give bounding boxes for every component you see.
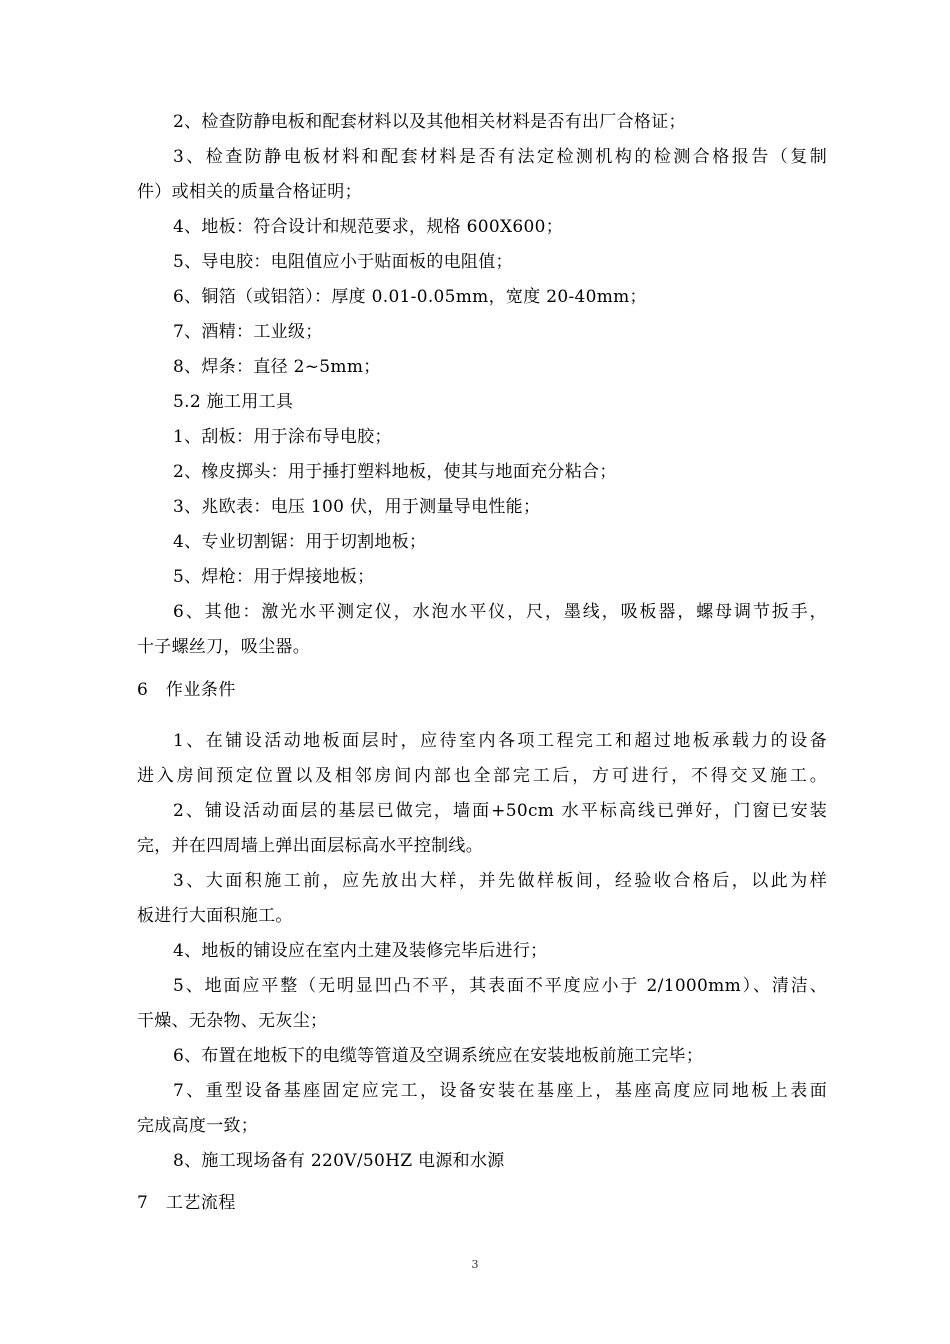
text-line: 2、检查防静电板和配套材料以及其他相关材料是否有出厂合格证； [173, 112, 686, 132]
text-line: 进入房间预定位置以及相邻房间内部也全部完工后，方可进行，不得交叉施工。 [137, 766, 827, 786]
text-line: 4、地板的铺设应在室内土建及装修完毕后进行； [173, 941, 548, 961]
text-line: 5、焊枪：用于焊接地板； [173, 567, 375, 587]
text-line: 十子螺丝刀，吸尘器。 [137, 637, 310, 657]
section-heading: 6 作业条件 [137, 680, 236, 700]
text-line: 板进行大面积施工。 [137, 906, 293, 926]
text-line: 6、布置在地板下的电缆等管道及空调系统应在安装地板前施工完毕； [173, 1046, 704, 1066]
text-line: 4、专业切割锯：用于切割地板； [173, 532, 427, 552]
text-line: 7、酒精：工业级； [173, 322, 323, 342]
text-line: 6、其他：激光水平测定仪，水泡水平仪，尺，墨线，吸板器，螺母调节扳手， [173, 602, 827, 622]
text-line: 完成高度一致； [137, 1116, 259, 1136]
text-line: 4、地板：符合设计和规范要求，规格 600X600； [173, 217, 564, 237]
section-heading: 7 工艺流程 [137, 1193, 236, 1213]
text-line: 6、铜箔（或铝箔）：厚度 0.01-0.05mm，宽度 20-40mm； [173, 287, 647, 307]
text-line: 5、地面应平整（无明显凹凸不平，其表面不平度应小于 2/1000mm）、清洁、 [173, 976, 827, 996]
page-number: 3 [471, 1258, 479, 1271]
text-line: 3、大面积施工前，应先放出大样，并先做样板间，经验收合格后，以此为样 [173, 871, 827, 891]
text-line: 5、导电胶：电阻值应小于贴面板的电阻值； [173, 252, 513, 272]
text-line: 2、橡皮掷头：用于捶打塑料地板，使其与地面充分粘合； [173, 462, 617, 482]
text-line: 1、在铺设活动地板面层时，应待室内各项工程完工和超过地板承载力的设备 [173, 731, 827, 751]
text-line: 8、施工现场备有 220V/50HZ 电源和水源 [173, 1151, 505, 1171]
subsection-heading: 5.2 施工用工具 [173, 392, 294, 412]
text-line: 1、刮板：用于涂布导电胶； [173, 427, 392, 447]
text-line: 件）或相关的质量合格证明； [137, 182, 362, 202]
text-line: 2、铺设活动面层的基层已做完，墙面+50cm 水平标高线已弹好，门窗已安装 [173, 801, 827, 821]
text-line: 7、重型设备基座固定应完工，设备安装在基座上，基座高度应同地板上表面 [173, 1081, 827, 1101]
text-line: 3、兆欧表：电压 100 伏，用于测量导电性能； [173, 497, 541, 517]
text-line: 3、检查防静电板材料和配套材料是否有法定检测机构的检测合格报告（复制 [173, 147, 827, 167]
text-line: 干燥、无杂物、无灰尘； [137, 1011, 328, 1031]
text-line: 8、焊条：直径 2~5mm； [173, 357, 381, 377]
text-line: 完，并在四周墙上弹出面层标高水平控制线。 [137, 836, 483, 856]
